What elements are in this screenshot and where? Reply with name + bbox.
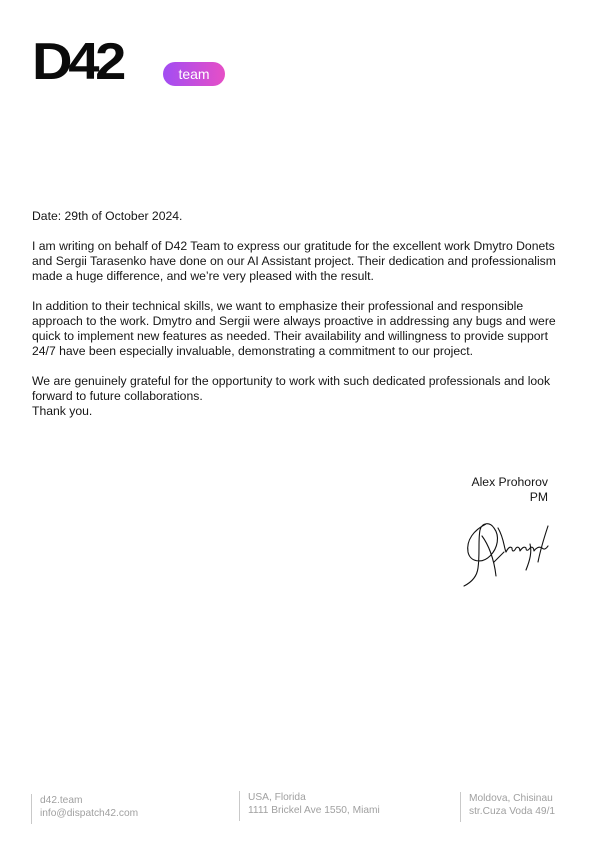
footer-contact	[31, 794, 138, 824]
letter-date: Date: 29th of October 2024.	[32, 209, 183, 223]
letter-paragraph-3: We are genuinely grateful for the opportunity to work with such dedicated professionals and look forward to future collaborations.	[32, 374, 551, 403]
footer-moldova-street: str.Cuza Voda 49/1	[469, 806, 556, 817]
letter-closing: Thank you.	[32, 404, 93, 418]
footer-moldova-location: Moldova, Chisinau	[469, 793, 553, 804]
handwritten-signature	[460, 518, 552, 590]
footer-email[interactable]: info@dispatch42.com	[40, 808, 139, 819]
signer-role: PM	[529, 490, 548, 504]
company-logo	[32, 33, 210, 91]
footer-usa-street: 1111 Brickel Ave 1550, Miami	[248, 805, 380, 816]
letter-body	[32, 209, 567, 419]
footer-usa-address	[239, 791, 380, 821]
letter-paragraph-2: In addition to their technical skills, we want to emphasize their professional and responsible approach to the work. Dmytro and Sergii were always proactive in addressing any bugs and were quick to implement new features as needed. Their availability and willingness to provide support 24/7 have been especially invaluable, demonstrating a commitment to our project.	[32, 299, 556, 358]
logo-mark: D42	[32, 33, 123, 91]
logo-badge: team	[163, 62, 225, 86]
signoff-block	[471, 475, 548, 505]
footer-usa-location: USA, Florida	[248, 792, 306, 803]
footer-moldova-address	[460, 792, 555, 822]
letter-paragraph-1: I am writing on behalf of D42 Team to express our gratitude for the excellent work Dmytro Donets and Sergii Tarasenko have done on our AI Assistant project. Their dedication and professionalism made a huge difference, and we’re very pleased with the result.	[32, 239, 556, 283]
footer-website[interactable]: d42.team	[40, 795, 83, 806]
signer-name: Alex Prohorov	[471, 475, 548, 489]
